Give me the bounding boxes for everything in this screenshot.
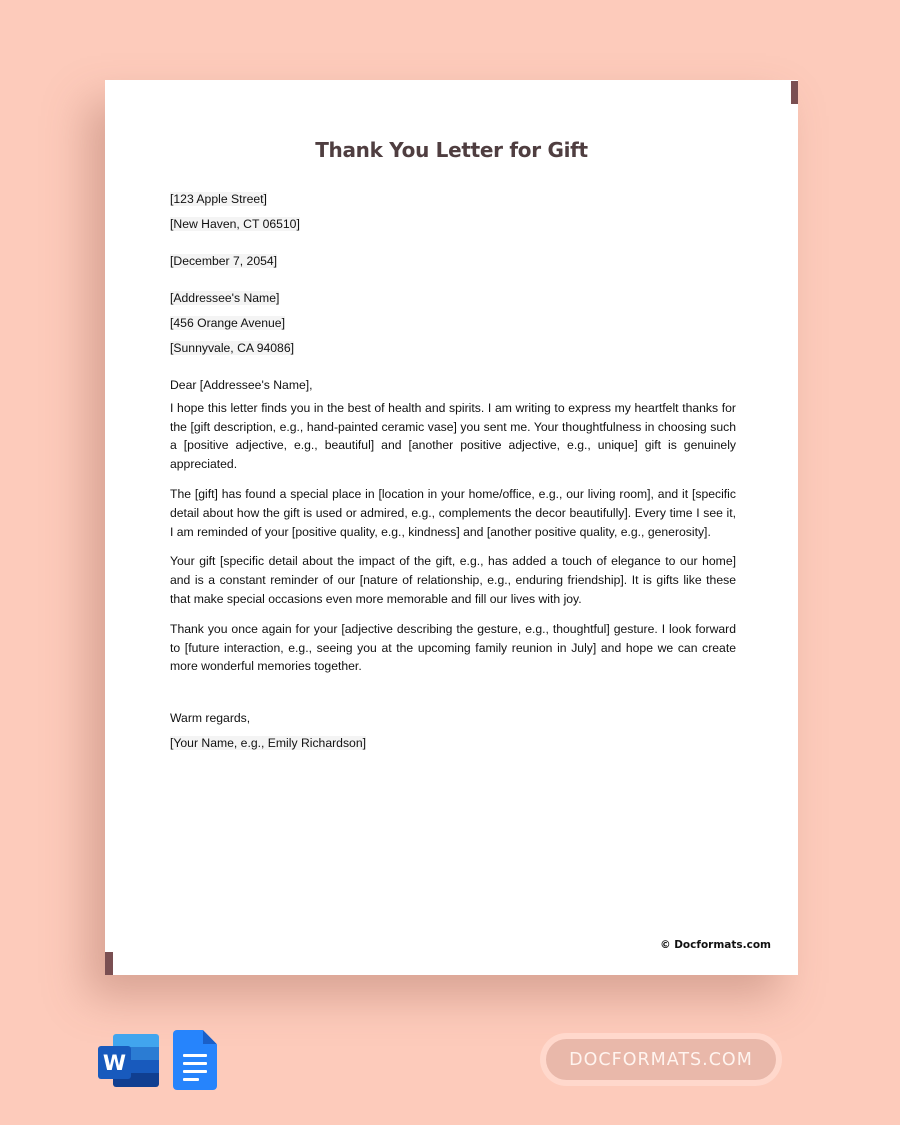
sender-city-line [170, 215, 736, 240]
letter-body [170, 190, 736, 759]
salutation: Dear [Addressee's Name], [170, 378, 313, 392]
google-docs-icon[interactable] [173, 1030, 217, 1090]
google-docs-icon-fold [203, 1030, 217, 1044]
paragraph-3: Your gift [specific detail about the impact of the gift, e.g., has added a touch of elegance to our home] and is a constant reminder of our [nature of relationship, e.g., enduring friendship]. It is gifts like these that make special occasions even more memorable and fill our lives with joy. [170, 554, 736, 606]
sender-city: [New Haven, CT 06510] [170, 217, 300, 231]
word-icon-letter: W [98, 1046, 131, 1079]
google-docs-icon-line [183, 1062, 207, 1065]
copyright-footer: © Docformats.com [660, 939, 771, 951]
google-docs-icon-line [183, 1054, 207, 1057]
paragraph-2: The [gift] has found a special place in [location in your home/office, e.g., our living room], and it [specific detail about how the gift is used or admired, e.g., complements the decor beautifully]. Every time I see it, I am reminded of your [positive quality, e.g., kindness] and [another positive quality, e.g., generosity]. [170, 486, 736, 539]
sender-street: [123 Apple Street] [170, 192, 267, 206]
recipient-city-line [170, 339, 736, 364]
sender-address [170, 190, 736, 215]
spacer [170, 687, 736, 709]
spacer [170, 277, 736, 289]
paragraph-1: I hope this letter finds you in the best of health and spirits. I am writing to express my heartfelt thanks for the [gift description, e.g., hand-painted ceramic vase] you sent me. Your thoughtfulness in choosing such a [positive adjective, e.g., beautiful] and [another positive adjective, e.g., unique] gift is genuinely appreciated. [170, 400, 736, 472]
google-docs-icon-line [183, 1070, 207, 1073]
recipient-city: [Sunnyvale, CA 94086] [170, 341, 294, 355]
signature: [Your Name, e.g., Emily Richardson] [170, 736, 366, 751]
recipient-name-line [170, 289, 736, 314]
format-icons [97, 1030, 217, 1090]
word-icon[interactable] [97, 1030, 161, 1090]
recipient-street-line [170, 314, 736, 339]
letter-page [105, 80, 798, 975]
document-title: Thank You Letter for Gift [315, 138, 588, 162]
spacer [170, 364, 736, 376]
corner-accent-bottom-left [105, 952, 113, 975]
paragraph-4: Thank you once again for your [adjective describing the gesture, e.g., thoughtful] gesture. I look forward to [future interaction, e.g., seeing you at the upcoming family reunion in July] and hope we can create more wonderful memories together. [170, 621, 736, 674]
date-line [170, 252, 736, 277]
recipient-street: [456 Orange Avenue] [170, 316, 285, 330]
brand-button[interactable]: DOCFORMATS.COM [546, 1039, 776, 1080]
signature-line [170, 734, 736, 759]
recipient-name: [Addressee's Name] [170, 291, 280, 305]
closing: Warm regards, [170, 711, 251, 726]
spacer [170, 240, 736, 252]
letter-date: [December 7, 2054] [170, 254, 278, 268]
corner-accent-top-right [791, 81, 798, 104]
google-docs-icon-line [183, 1078, 199, 1081]
